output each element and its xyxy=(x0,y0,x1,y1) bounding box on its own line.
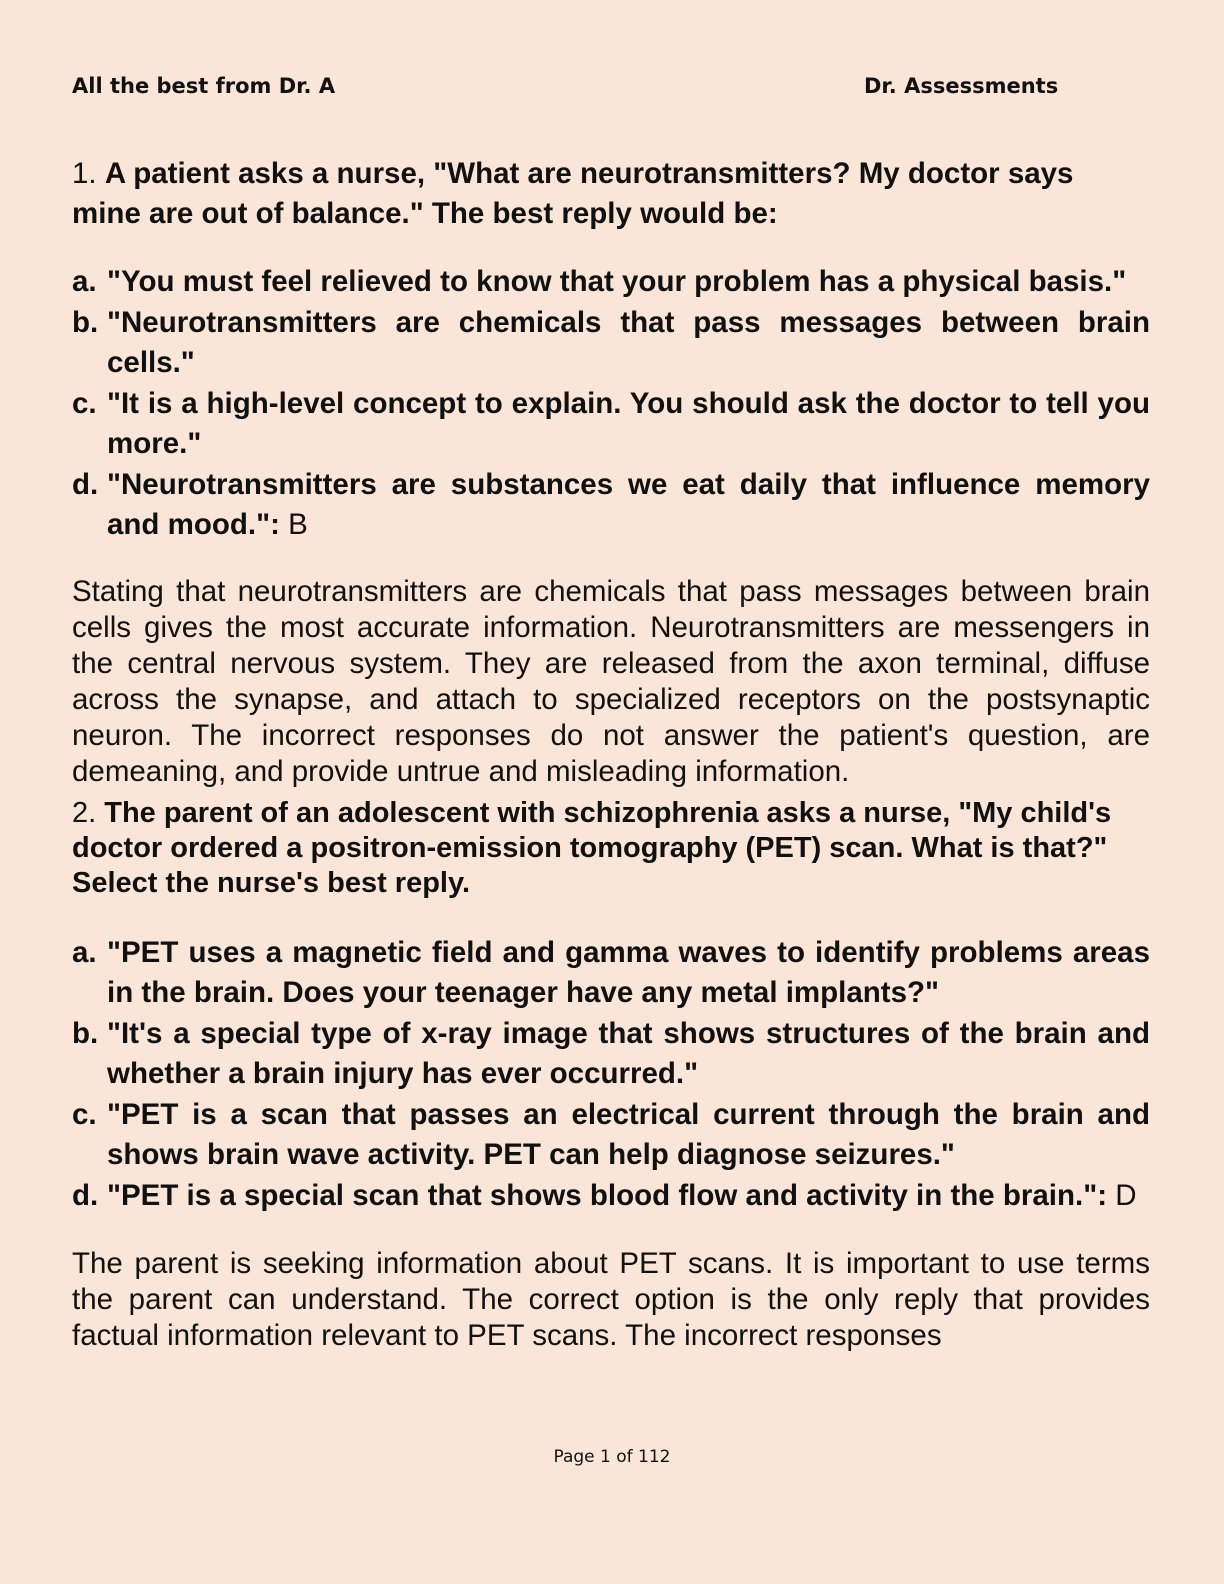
option-d xyxy=(72,1176,1150,1217)
option-letter: c. xyxy=(72,1097,97,1131)
option-text: "Neurotransmitters are chemicals that pass messages between brain cells." xyxy=(107,305,1150,379)
question-2-options xyxy=(72,933,1150,1217)
page-number: Page 1 of 112 xyxy=(553,1447,671,1467)
option-b xyxy=(72,303,1150,384)
option-letter: b. xyxy=(72,1016,99,1050)
header-left-text: All the best from Dr. A xyxy=(72,74,336,98)
option-letter: a. xyxy=(72,935,97,969)
header-right-text: Dr. Assessments xyxy=(864,74,1059,98)
option-text: "PET is a scan that passes an electrical current through the brain and shows brain wave activity. PET can help diagnose seizures." xyxy=(107,1097,1150,1171)
question-stem: The parent of an adolescent with schizophrenia asks a nurse, "My child's doctor ordered a positron-emission tomography (PET) scan. What is that?" Select the nurse's best reply. xyxy=(72,796,1112,899)
option-letter: a. xyxy=(72,265,97,298)
page-footer xyxy=(0,1447,1224,1467)
option-text: "You must feel relieved to know that your problem has a physical basis." xyxy=(107,265,1127,298)
option-text: "PET is a special scan that shows blood flow and activity in the brain.": xyxy=(107,1178,1108,1212)
question-1-options xyxy=(72,262,1150,546)
question-stem: A patient asks a nurse, "What are neurotransmitters? My doctor says mine are out of balance." The best reply would be: xyxy=(72,157,1074,230)
page-content xyxy=(72,154,1150,1354)
page-header xyxy=(72,74,1072,106)
option-b xyxy=(72,1014,1150,1095)
question-number: 1. xyxy=(72,157,97,190)
answer-key: B xyxy=(288,508,308,541)
option-letter: b. xyxy=(72,305,99,339)
question-1-rationale: Stating that neurotransmitters are chemicals that pass messages between brain cells gives the most accurate information. Neurotransmitters are messengers in the central nervous system. They are released from the axon terminal, diffuse across the synapse, and attach to specialized receptors on the postsynaptic neuron. The incorrect responses do not answer the patient's question, are demeaning, and provide untrue and misleading information. xyxy=(72,574,1150,788)
option-text: "It's a special type of x-ray image that shows structures of the brain and whether a brain injury has ever occurred." xyxy=(107,1016,1150,1090)
question-1 xyxy=(72,154,1150,234)
question-number: 2. xyxy=(72,796,97,829)
option-text: "Neurotransmitters are substances we eat daily that influence memory and mood.": xyxy=(107,467,1150,541)
option-letter: d. xyxy=(72,467,99,501)
option-text: "PET uses a magnetic field and gamma waves to identify problems areas in the brain. Does your teenager have any metal implants?" xyxy=(107,935,1150,1009)
option-a xyxy=(72,933,1150,1014)
option-letter: c. xyxy=(72,386,97,420)
option-d xyxy=(72,465,1150,546)
answer-key: D xyxy=(1115,1178,1137,1212)
option-c xyxy=(72,1095,1150,1176)
option-text: "It is a high-level concept to explain. You should ask the doctor to tell you more." xyxy=(107,386,1150,460)
question-2 xyxy=(72,796,1150,901)
question-2-rationale: The parent is seeking information about PET scans. It is important to use terms the parent can understand. The correct option is the only reply that provides factual information relevant to PET scans. The incorrect responses xyxy=(72,1247,1150,1352)
option-letter: d. xyxy=(72,1178,99,1212)
option-a xyxy=(72,262,1150,303)
option-c xyxy=(72,384,1150,465)
